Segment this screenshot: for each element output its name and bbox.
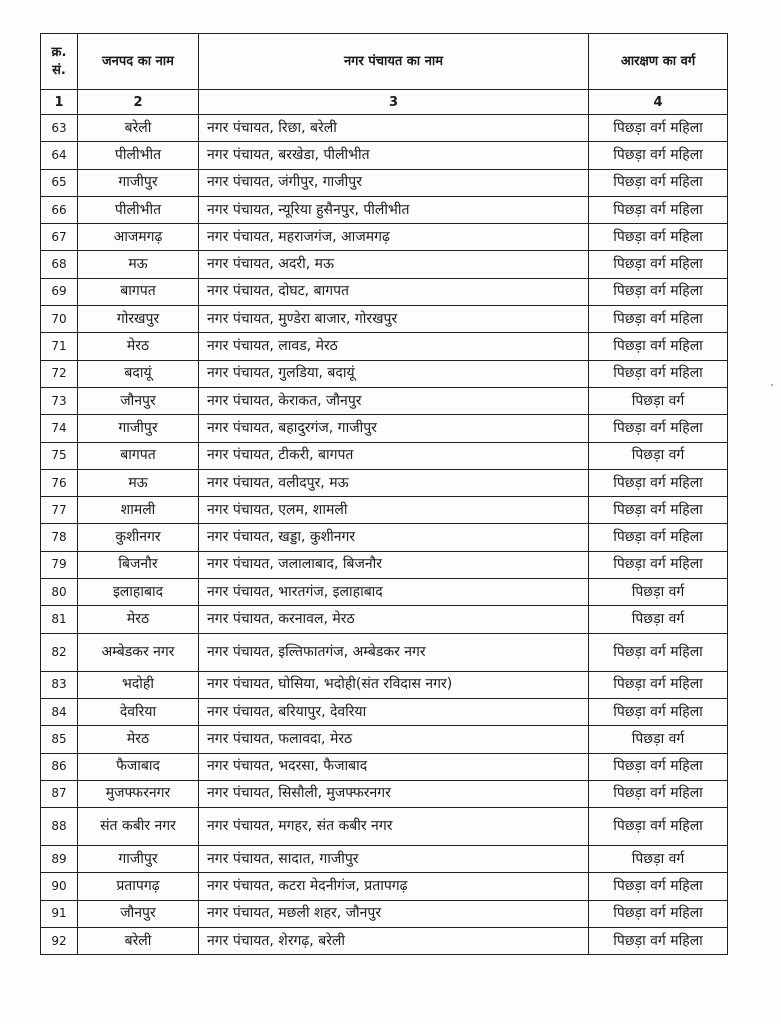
panchayat-name-cell: नगर पंचायत, एलम, शामली — [199, 497, 589, 524]
reservation-category-cell: पिछड़ा वर्ग — [589, 442, 728, 469]
panchayat-name-cell: नगर पंचायत, अदरी, मऊ — [199, 251, 589, 278]
table-row — [41, 606, 728, 633]
column-number: 1 — [41, 90, 78, 115]
panchayat-name-cell: नगर पंचायत, खड्डा, कुशीनगर — [199, 524, 589, 551]
serial-number-cell: 71 — [41, 333, 78, 360]
serial-number-cell: 91 — [41, 900, 78, 927]
reservation-category-cell: पिछड़ा वर्ग महिला — [589, 671, 728, 698]
serial-number-cell: 65 — [41, 169, 78, 196]
table-row — [41, 251, 728, 278]
serial-number-cell: 63 — [41, 115, 78, 142]
serial-number-cell: 68 — [41, 251, 78, 278]
panchayat-name-cell: नगर पंचायत, बरखेडा, पीलीभीत — [199, 142, 589, 169]
table-row — [41, 671, 728, 698]
table-row — [41, 524, 728, 551]
panchayat-name-cell: नगर पंचायत, टीकरी, बागपत — [199, 442, 589, 469]
table-row — [41, 497, 728, 524]
table-row — [41, 360, 728, 387]
reservation-category-cell: पिछड़ा वर्ग महिला — [589, 251, 728, 278]
reservation-category-cell: पिछड़ा वर्ग महिला — [589, 900, 728, 927]
table-row — [41, 846, 728, 873]
reservation-category-cell: पिछड़ा वर्ग महिला — [589, 469, 728, 496]
serial-number-cell: 81 — [41, 606, 78, 633]
district-cell: देवरिया — [78, 698, 199, 725]
reservation-table — [40, 33, 728, 955]
reservation-category-cell: पिछड़ा वर्ग — [589, 726, 728, 753]
district-cell: मेरठ — [78, 606, 199, 633]
district-cell: पीलीभीत — [78, 142, 199, 169]
panchayat-name-cell: नगर पंचायत, करनावल, मेरठ — [199, 606, 589, 633]
panchayat-name-cell: नगर पंचायत, मगहर, संत कबीर नगर — [199, 808, 589, 846]
table-row — [41, 900, 728, 927]
reservation-category-cell: पिछड़ा वर्ग महिला — [589, 169, 728, 196]
table-row — [41, 142, 728, 169]
district-cell: जौनपुर — [78, 387, 199, 414]
serial-number-cell: 69 — [41, 278, 78, 305]
table-row — [41, 333, 728, 360]
column-number: 3 — [199, 90, 589, 115]
district-cell: आजमगढ़ — [78, 224, 199, 251]
table-row — [41, 224, 728, 251]
district-cell: बागपत — [78, 278, 199, 305]
reservation-category-cell: पिछड़ा वर्ग महिला — [589, 360, 728, 387]
serial-number-cell: 89 — [41, 846, 78, 873]
serial-number-cell: 87 — [41, 780, 78, 807]
panchayat-name-cell: नगर पंचायत, मुण्डेरा बाजार, गोरखपुर — [199, 306, 589, 333]
serial-number-cell: 80 — [41, 579, 78, 606]
district-cell: कुशीनगर — [78, 524, 199, 551]
district-cell: गाजीपुर — [78, 846, 199, 873]
serial-number-cell: 70 — [41, 306, 78, 333]
serial-number-cell: 78 — [41, 524, 78, 551]
table-row — [41, 579, 728, 606]
table-row — [41, 698, 728, 725]
table-row — [41, 726, 728, 753]
district-cell: प्रतापगढ़ — [78, 873, 199, 900]
header-reservation-category: आरक्षण का वर्ग — [589, 34, 728, 90]
panchayat-name-cell: नगर पंचायत, फलावदा, मेरठ — [199, 726, 589, 753]
district-cell: फैजाबाद — [78, 753, 199, 780]
reservation-category-cell: पिछड़ा वर्ग महिला — [589, 306, 728, 333]
reservation-category-cell: पिछड़ा वर्ग — [589, 606, 728, 633]
serial-number-cell: 85 — [41, 726, 78, 753]
panchayat-name-cell: नगर पंचायत, केराकत, जौनपुर — [199, 387, 589, 414]
table-row — [41, 442, 728, 469]
table-row — [41, 873, 728, 900]
district-cell: बिजनौर — [78, 551, 199, 578]
serial-number-cell: 67 — [41, 224, 78, 251]
table-body — [41, 115, 728, 955]
column-number-row — [41, 90, 728, 115]
panchayat-name-cell: नगर पंचायत, जलालाबाद, बिजनौर — [199, 551, 589, 578]
reservation-category-cell: पिछड़ा वर्ग महिला — [589, 698, 728, 725]
serial-number-cell: 74 — [41, 415, 78, 442]
serial-number-cell: 72 — [41, 360, 78, 387]
panchayat-name-cell: नगर पंचायत, लावड, मेरठ — [199, 333, 589, 360]
panchayat-name-cell: नगर पंचायत, मछली शहर, जौनपुर — [199, 900, 589, 927]
reservation-category-cell: पिछड़ा वर्ग महिला — [589, 224, 728, 251]
serial-number-cell: 84 — [41, 698, 78, 725]
reservation-category-cell: पिछड़ा वर्ग महिला — [589, 497, 728, 524]
serial-number-cell: 77 — [41, 497, 78, 524]
reservation-category-cell: पिछड़ा वर्ग — [589, 846, 728, 873]
serial-number-cell: 82 — [41, 633, 78, 671]
serial-number-cell: 64 — [41, 142, 78, 169]
panchayat-name-cell: नगर पंचायत, सादात, गाजीपुर — [199, 846, 589, 873]
panchayat-name-cell: नगर पंचायत, न्यूरिया हुसैनपुर, पीलीभीत — [199, 196, 589, 223]
reservation-category-cell: पिछड़ा वर्ग — [589, 387, 728, 414]
serial-number-cell: 75 — [41, 442, 78, 469]
panchayat-name-cell: नगर पंचायत, दोघट, बागपत — [199, 278, 589, 305]
panchayat-name-cell: नगर पंचायत, बहादुरगंज, गाजीपुर — [199, 415, 589, 442]
district-cell: बागपत — [78, 442, 199, 469]
reservation-category-cell: पिछड़ा वर्ग महिला — [589, 551, 728, 578]
district-cell: मुजफ्फरनगर — [78, 780, 199, 807]
reservation-category-cell: पिछड़ा वर्ग महिला — [589, 115, 728, 142]
table-row — [41, 808, 728, 846]
district-cell: शामली — [78, 497, 199, 524]
serial-number-cell: 76 — [41, 469, 78, 496]
header-row — [41, 34, 728, 90]
serial-number-cell: 79 — [41, 551, 78, 578]
panchayat-name-cell: नगर पंचायत, भदरसा, फैजाबाद — [199, 753, 589, 780]
panchayat-name-cell: नगर पंचायत, घोसिया, भदोही(संत रविदास नगर) — [199, 671, 589, 698]
column-number: 4 — [589, 90, 728, 115]
table-row — [41, 115, 728, 142]
district-cell: मऊ — [78, 469, 199, 496]
serial-number-cell: 66 — [41, 196, 78, 223]
district-cell: बरेली — [78, 928, 199, 955]
column-number: 2 — [78, 90, 199, 115]
reservation-category-cell: पिछड़ा वर्ग महिला — [589, 780, 728, 807]
table-row — [41, 469, 728, 496]
district-cell: संत कबीर नगर — [78, 808, 199, 846]
panchayat-name-cell: नगर पंचायत, गुलडिया, बदायूं — [199, 360, 589, 387]
reservation-category-cell: पिछड़ा वर्ग महिला — [589, 142, 728, 169]
table-row — [41, 306, 728, 333]
table-row — [41, 387, 728, 414]
serial-number-cell: 86 — [41, 753, 78, 780]
panchayat-name-cell: नगर पंचायत, शेरगढ़, बरेली — [199, 928, 589, 955]
district-cell: मेरठ — [78, 333, 199, 360]
panchayat-name-cell: नगर पंचायत, कटरा मेदनीगंज, प्रतापगढ़ — [199, 873, 589, 900]
district-cell: भदोही — [78, 671, 199, 698]
district-cell: इलाहाबाद — [78, 579, 199, 606]
district-cell: जौनपुर — [78, 900, 199, 927]
table-row — [41, 196, 728, 223]
reservation-category-cell: पिछड़ा वर्ग महिला — [589, 196, 728, 223]
reservation-category-cell: पिछड़ा वर्ग महिला — [589, 633, 728, 671]
reservation-category-cell: पिछड़ा वर्ग महिला — [589, 524, 728, 551]
serial-number-cell: 83 — [41, 671, 78, 698]
scan-speck — [771, 384, 773, 386]
table-row — [41, 169, 728, 196]
panchayat-name-cell: नगर पंचायत, महराजगंज, आजमगढ़ — [199, 224, 589, 251]
district-cell: गाजीपुर — [78, 169, 199, 196]
table-row — [41, 551, 728, 578]
panchayat-name-cell: नगर पंचायत, बरियापुर, देवरिया — [199, 698, 589, 725]
reservation-category-cell: पिछड़ा वर्ग महिला — [589, 753, 728, 780]
district-cell: गाजीपुर — [78, 415, 199, 442]
table-row — [41, 928, 728, 955]
reservation-category-cell: पिछड़ा वर्ग महिला — [589, 333, 728, 360]
panchayat-name-cell: नगर पंचायत, वलीदपुर, मऊ — [199, 469, 589, 496]
serial-number-cell: 90 — [41, 873, 78, 900]
serial-number-cell: 88 — [41, 808, 78, 846]
reservation-category-cell: पिछड़ा वर्ग महिला — [589, 928, 728, 955]
serial-number-cell: 92 — [41, 928, 78, 955]
panchayat-name-cell: नगर पंचायत, रिछा, बरेली — [199, 115, 589, 142]
district-cell: अम्बेडकर नगर — [78, 633, 199, 671]
district-cell: बदायूं — [78, 360, 199, 387]
reservation-category-cell: पिछड़ा वर्ग — [589, 579, 728, 606]
panchayat-name-cell: नगर पंचायत, जंगीपुर, गाजीपुर — [199, 169, 589, 196]
panchayat-name-cell: नगर पंचायत, भारतगंज, इलाहाबाद — [199, 579, 589, 606]
table-row — [41, 633, 728, 671]
panchayat-name-cell: नगर पंचायत, सिसौली, मुजफ्फरनगर — [199, 780, 589, 807]
district-cell: गोरखपुर — [78, 306, 199, 333]
table-row — [41, 278, 728, 305]
district-cell: पीलीभीत — [78, 196, 199, 223]
reservation-category-cell: पिछड़ा वर्ग महिला — [589, 278, 728, 305]
header-district: जनपद का नाम — [78, 34, 199, 90]
table-row — [41, 780, 728, 807]
reservation-category-cell: पिछड़ा वर्ग महिला — [589, 415, 728, 442]
panchayat-name-cell: नगर पंचायत, इल्तिफातगंज, अम्बेडकर नगर — [199, 633, 589, 671]
district-cell: बरेली — [78, 115, 199, 142]
reservation-category-cell: पिछड़ा वर्ग महिला — [589, 873, 728, 900]
district-cell: मऊ — [78, 251, 199, 278]
header-serial-number: क्र. सं. — [41, 34, 78, 90]
table-row — [41, 415, 728, 442]
serial-number-cell: 73 — [41, 387, 78, 414]
table-row — [41, 753, 728, 780]
district-cell: मेरठ — [78, 726, 199, 753]
header-panchayat-name: नगर पंचायत का नाम — [199, 34, 589, 90]
reservation-category-cell: पिछड़ा वर्ग महिला — [589, 808, 728, 846]
